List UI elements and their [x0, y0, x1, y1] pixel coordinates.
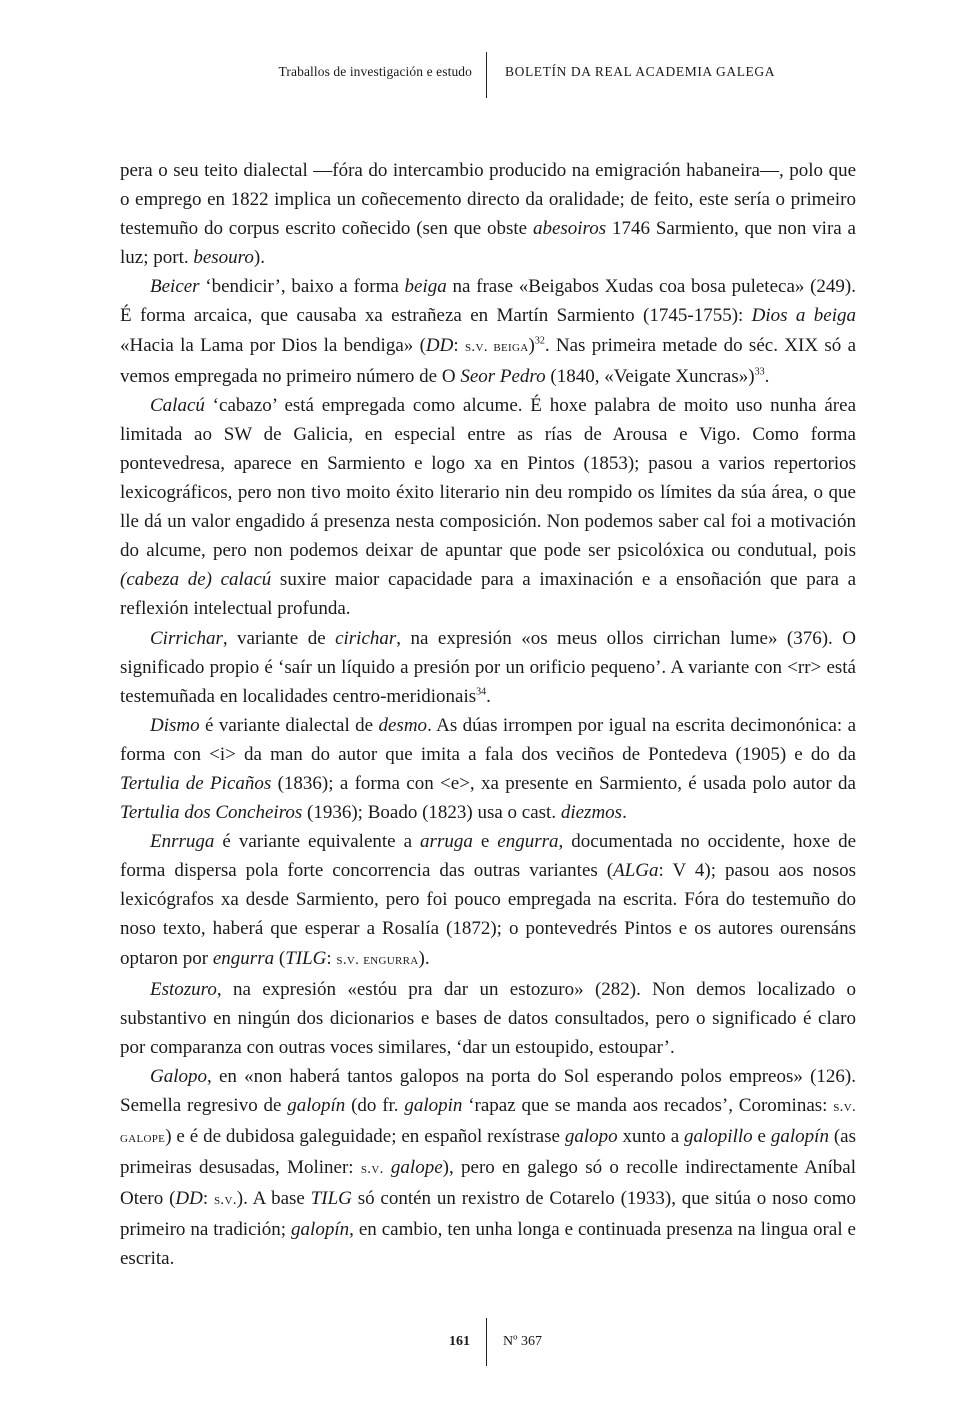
footnote-reference: 34 — [476, 686, 487, 698]
footer-divider — [486, 1318, 487, 1366]
text-run: (do fr. — [345, 1095, 405, 1116]
text-run: , en cambio, ten unha longa e continuada presenza na lingua oral e escrita. — [120, 1219, 856, 1270]
italic-term: galopín — [291, 1219, 350, 1241]
paragraph — [120, 975, 856, 1062]
italic-term: desmo — [378, 714, 428, 736]
text-run: , en «non haberá tantos galopos na porta do Sol esperando polos empreos» (126). Semella regresivo de — [120, 1065, 856, 1116]
text-run: (1840, «Veigate Xuncras») — [545, 365, 755, 387]
italic-term: Tertulia de Picaños — [120, 772, 272, 794]
text-run: 1746 Sarmiento, que non vira a luz; port. — [120, 218, 856, 269]
text-run: ). A base — [236, 1188, 311, 1210]
text-run: «Hacia la Lama por Dios la bendiga» ( — [120, 334, 426, 356]
italic-term: Tertulia dos Concheiros — [120, 802, 303, 824]
text-run: , na expresión «estóu pra dar un estozuro» (282). Non demos localizado o substantivo en ningún dos dicionarios e bases de datos consultados, pero o significado é claro por comparanza con outras voces similares, ‘dar un estoupido, estoupar’. — [120, 978, 856, 1058]
italic-term: beiga — [404, 276, 447, 298]
italic-term: Beicer — [150, 276, 200, 298]
small-caps-citation: s.v. — [213, 1192, 237, 1209]
paragraph — [120, 1062, 856, 1274]
italic-term: arruga — [420, 831, 473, 853]
italic-term: (cabeza de) calacú — [120, 569, 272, 591]
small-caps-citation: s.v. — [360, 1161, 384, 1178]
text-run: . As dúas irrompen por igual na escrita decimonónica: a forma con <i> da man do autor que imita a fala dos veciños de Pontedeva (1905) e do da — [120, 714, 856, 765]
italic-term: galopin — [404, 1095, 463, 1116]
italic-term: Estozuro — [150, 978, 217, 1000]
text-run: : V 4); pasou aos nosos lexicógrafos xa desde Sarmiento, pero foi pouco empregada na escrita. Fóra do testemuño do noso texto, haberá que esperar a Rosalía (1872); o pontevedrés Pintos e os autores ourensáns optaron por — [120, 860, 856, 969]
header-section-title: Traballos de investigación e estudo — [278, 64, 472, 79]
text-run: (1936); Boado (1823) usa o cast. — [302, 802, 561, 824]
running-footer — [0, 1318, 975, 1366]
paragraph — [120, 156, 856, 272]
text-run: só contén un rexistro de Cotarelo (1933), que sitúa o noso como primeiro na tradición; — [120, 1188, 857, 1241]
header-divider — [486, 52, 487, 98]
text-run: , documentada no occidente, hoxe de forma dispersa pola forte concorrencia das outras variantes ( — [120, 831, 856, 882]
italic-term: DD — [425, 334, 454, 356]
italic-term: Enrruga — [150, 831, 215, 853]
italic-term: cirichar — [335, 627, 397, 649]
italic-term: galopín — [287, 1095, 346, 1116]
text-run: na frase «Beigabos Xudas coa bosa puleteca» (249). É forma arcaica, que causaba xa estrañeza en Martín Sarmiento (1745-1755): — [120, 276, 857, 327]
footnote-reference: 33 — [754, 366, 765, 378]
italic-term: galopillo — [684, 1126, 753, 1148]
italic-term: DD — [175, 1188, 203, 1210]
italic-term: Dios a beiga — [751, 305, 857, 327]
text-run: . — [622, 802, 627, 824]
italic-term: Dismo — [150, 714, 200, 736]
text-run: ), pero en galego só o recolle indirectamente Aníbal Otero ( — [120, 1157, 857, 1210]
italic-term: galope — [390, 1157, 443, 1179]
text-run: ‘cabazo’ está empregada como alcume. É hoxe palabra de moito uso nunha área limitada ao SW de Galicia, en especial entre as rías de Arousa e Vigo. Como forma pontevedresa, aparece en Sarmiento e logo xa en Pintos (1853); pasou a varios repertorios lexicográficos, pero non tivo moito éxito literario nin deu rompido os límites da súa área, o que lle dá un valor engadido á presenza nesta composición. Non podemos saber cal foi a motivación do alcume, pero non podemos deixar de apuntar que pode ser psicolóxica ou condutual, pois — [120, 394, 856, 562]
text-run: . — [486, 685, 491, 707]
header-journal-title: BOLETÍN DA REAL ACADEMIA GALEGA — [505, 64, 776, 79]
paragraph — [120, 624, 856, 711]
text-run: (as primeiras desusadas, Moliner: — [120, 1126, 857, 1179]
text-run: . Nas primeira metade do séc. XIX só a vemos empregada no primeiro número de O — [120, 334, 857, 387]
running-header — [0, 52, 975, 100]
text-run: , na expresión «os meus ollos cirrichan lume» (376). O significado propio é ‘saír un líquido a presión por un orificio pequeno’. A variante con <rr> está testemuñada en localidades centro-meridionais — [120, 627, 856, 707]
italic-term: engurra — [212, 947, 275, 969]
text-run: suxire maior capacidade para a imaxinación e a ensoñación que para a reflexión intelectual profunda. — [120, 569, 856, 620]
text-run: : — [202, 1188, 214, 1210]
italic-term: engurra — [497, 831, 559, 853]
small-caps-citation: s.v. galope — [120, 1099, 856, 1147]
text-run: : — [326, 947, 337, 969]
paragraph — [120, 391, 856, 624]
italic-term: Seor Pedro — [460, 365, 546, 387]
paragraph — [120, 711, 856, 827]
text-run: ( — [274, 947, 286, 969]
text-run: e — [752, 1126, 771, 1148]
italic-term: TILG — [285, 947, 327, 969]
italic-term: ALGa — [613, 860, 659, 882]
issue-number: Nº 367 — [503, 1334, 542, 1349]
italic-term: abesoiros — [532, 218, 607, 240]
footnote-reference: 32 — [534, 335, 545, 347]
text-run: ‘bendicir’, baixo a forma — [199, 276, 405, 298]
italic-term: Cirrichar — [150, 627, 223, 649]
text-run: ) e é de dubidosa galeguidade; en español rexístrase — [165, 1126, 565, 1148]
paragraph — [120, 827, 856, 974]
small-caps-citation: s.v. engurra — [336, 951, 419, 968]
paragraph — [120, 272, 856, 390]
text-run: ). — [253, 247, 265, 269]
italic-term: Galopo — [150, 1065, 207, 1087]
text-run: é variante dialectal de — [199, 714, 379, 736]
text-run: ) — [528, 334, 535, 356]
italic-term: galopín — [770, 1126, 829, 1148]
italic-term: galopo — [564, 1126, 618, 1148]
text-run: pera o seu teito dialectal —fóra do intercambio producido na emigración habaneira—, polo que o emprego en 1822 implica un coñecemento directo da oralidade; de feito, este sería o primeiro testemuño do corpus escrito coñecido (sen que obste — [120, 160, 856, 240]
text-run: , variante de — [222, 627, 336, 649]
text-run: ). — [418, 947, 430, 969]
text-run: e — [472, 831, 498, 853]
body-text — [120, 156, 856, 1274]
page-number: 161 — [449, 1334, 470, 1349]
text-run: é variante equivalente a — [214, 831, 421, 853]
text-run: (1836); a forma con <e>, xa presente en Sarmiento, é usada polo autor da — [271, 772, 856, 794]
text-run: xunto a — [617, 1126, 685, 1148]
text-run: . — [764, 365, 770, 387]
text-run — [384, 1157, 391, 1178]
text-run: : — [453, 334, 465, 356]
italic-term: TILG — [310, 1188, 352, 1210]
text-run: ‘rapaz que se manda aos recados’, Corominas: — [462, 1095, 834, 1116]
small-caps-citation: s.v. beiga — [464, 338, 529, 355]
italic-term: diezmos — [560, 802, 623, 824]
italic-term: besouro — [193, 247, 254, 269]
italic-term: Calacú — [150, 394, 205, 416]
